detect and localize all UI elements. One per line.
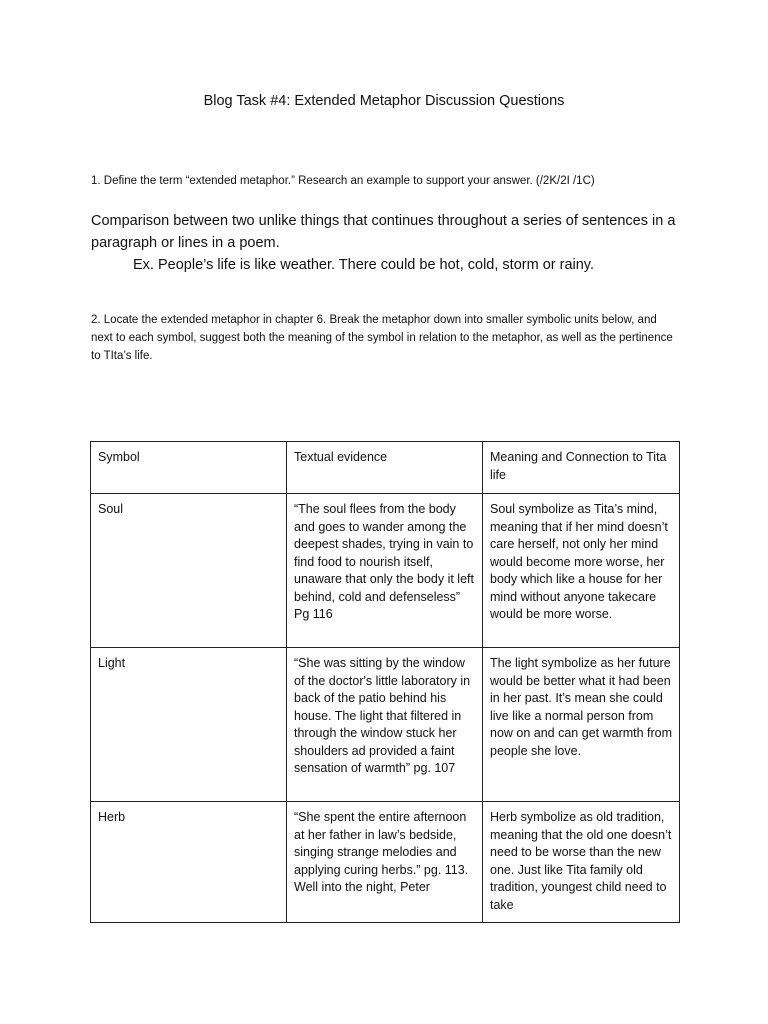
meaning-cell: Herb symbolize as old tradition, meaning that the old one doesn’t need to be worse than the new one. Just like Tita family old tradition, youngest child need to take [483, 802, 680, 923]
header-symbol: Symbol [91, 442, 287, 494]
symbol-cell: Soul [91, 494, 287, 648]
table-header-row [91, 442, 680, 494]
evidence-cell: “She was sitting by the window of the doctor's little laboratory in back of the patio behind his house. The light that filtered in through the window stuck her shoulders ad provided a faint sensation of warmth” pg. 107 [287, 648, 483, 802]
symbol-table [90, 441, 680, 923]
page-title: Blog Task #4: Extended Metaphor Discussion Questions [203, 93, 565, 109]
table-row [91, 494, 680, 648]
header-textual-evidence: Textual evidence [287, 442, 483, 494]
meaning-cell: Soul symbolize as Tita’s mind, meaning that if her mind doesn’t care herself, not only her mind would become more worse, her body which like a house for her mind without anyone takecare would be more worse. [483, 494, 680, 648]
answer-1 [91, 210, 691, 276]
answer-definition: Comparison between two unlike things that continues throughout a series of sentences in a paragraph or lines in a poem. [91, 213, 676, 251]
header-meaning: Meaning and Connection to Tita life [483, 442, 680, 494]
question-2: 2. Locate the extended metaphor in chapter 6. Break the metaphor down into smaller symbolic units below, and next to each symbol, suggest both the meaning of the symbol in relation to the metaphor, as well as the pertinence to TIta’s life. [91, 314, 673, 362]
evidence-cell: “She spent the entire afternoon at her father in law’s bedside, singing strange melodies and applying curing herbs.” pg. 113. Well into the night, Peter [287, 802, 483, 923]
symbol-cell: Light [91, 648, 287, 802]
table-row [91, 648, 680, 802]
answer-example: Ex. People’s life is like weather. There could be hot, cold, storm or rainy. [133, 257, 595, 273]
table-row [91, 802, 680, 923]
question-1: 1. Define the term “extended metaphor.” Research an example to support your answer. (/2K/2I /1C) [91, 175, 595, 187]
symbol-cell: Herb [91, 802, 287, 923]
evidence-cell: “The soul flees from the body and goes to wander among the deepest shades, trying in vain to find food to nourish itself, unaware that only the body it left behind, cold and defenseless” Pg 116 [287, 494, 483, 648]
meaning-cell: The light symbolize as her future would be better what it had been in her past. It’s mean she could live like a normal person from now on and can get warmth from people she love. [483, 648, 680, 802]
